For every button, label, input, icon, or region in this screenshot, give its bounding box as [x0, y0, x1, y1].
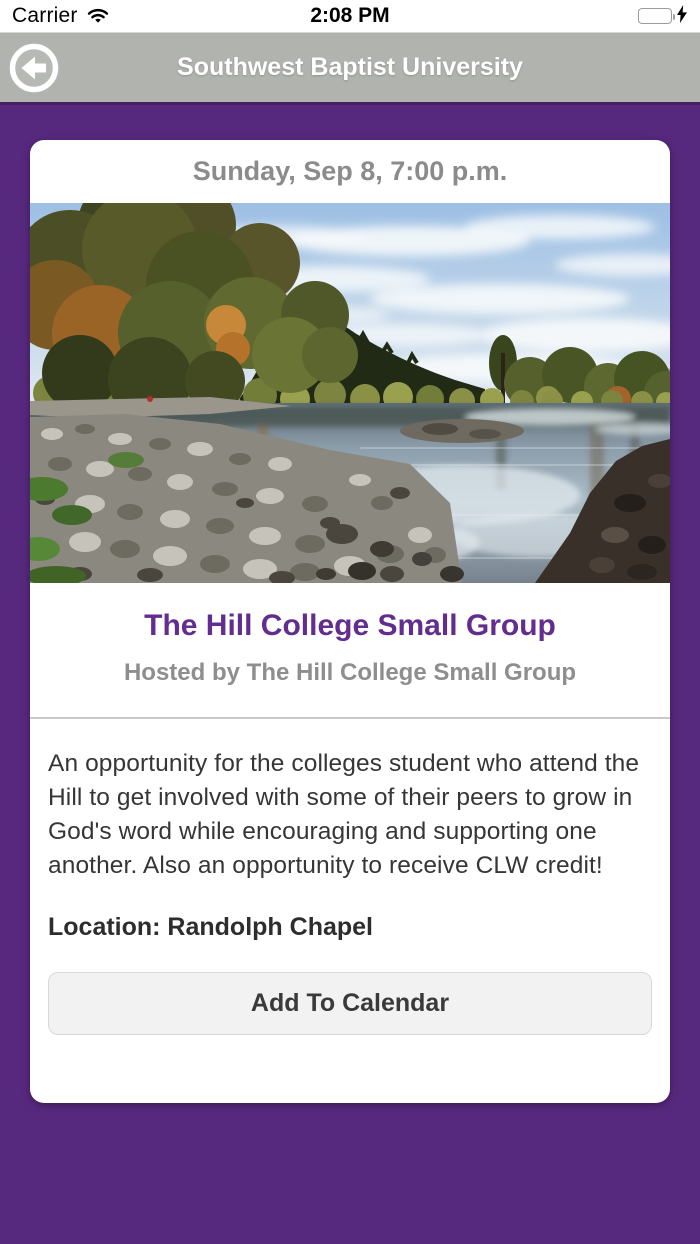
event-title: The Hill College Small Group [144, 609, 556, 642]
event-photo [30, 203, 670, 583]
event-body [30, 719, 670, 1075]
event-host: Hosted by The Hill College Small Group [123, 659, 577, 686]
page-title: Southwest Baptist University [177, 53, 523, 81]
event-location: Location: Randolph Chapel [48, 913, 373, 941]
battery-icon [638, 8, 672, 24]
status-bar [0, 0, 700, 33]
clock-time: 2:08 PM [310, 4, 390, 27]
add-to-calendar-button[interactable]: Add To Calendar [48, 972, 652, 1035]
event-datetime: Sunday, Sep 8, 7:00 p.m. [192, 156, 508, 186]
event-description: An opportunity for the colleges student who attend the Hill to get involved with some of their peers to grow in God's word while encouraging and supporting one another. Also an opportunity to receive CLW credit! [48, 750, 640, 879]
event-title-block [30, 583, 670, 719]
status-right-cluster [638, 5, 688, 28]
charging-bolt-icon [676, 5, 688, 28]
nav-bar [0, 33, 700, 105]
back-button[interactable] [8, 42, 60, 94]
back-arrow-icon [8, 42, 60, 94]
carrier-label: Carrier [12, 4, 78, 27]
event-card [30, 140, 670, 1103]
